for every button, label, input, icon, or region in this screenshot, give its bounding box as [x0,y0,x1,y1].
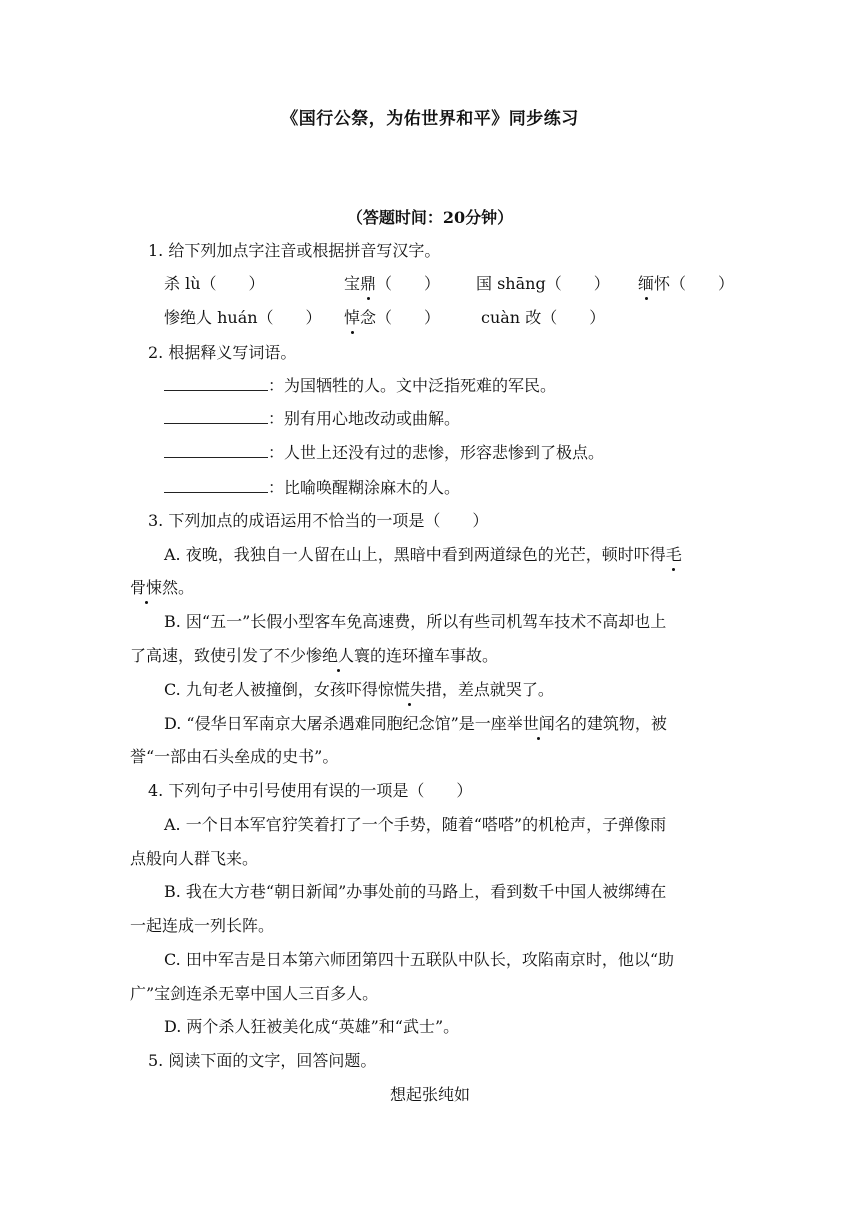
question-3-stem: 3. 下列加点的成语运用不恰当的一项是（ ） [148,511,489,530]
q4-option-d: D. 两个杀人狂被美化成“英雄”和“武士”。 [164,1017,460,1036]
q1-item-cuangai: cuàn 改（ ） [481,308,606,327]
q4-option-c-line-2: 广”宝剑连杀无辜中国人三百多人。 [130,984,379,1003]
q1-item-shalu: 杀 lù（ ） [164,274,265,293]
q3-option-d-line-1: D. “侵华日军南京大屠杀遇难同胞纪念馆”是一座举世闻名的建筑物，被 [164,714,667,733]
q4-option-a-line-1: A. 一个日本军官狞笑着打了一个手势，随着“嗒嗒”的机枪声，子弹像雨 [164,815,667,834]
answer-blank[interactable] [164,375,268,391]
q3-option-a-line-2: 骨悚然。 [130,578,195,597]
reading-passage-title: 想起张纯如 [389,1085,470,1104]
q1-item-canjuerenhuan: 惨绝人 huán（ ） [164,308,322,327]
q3-option-d-line-2: 誉“一部由石头垒成的史书”。 [130,747,339,766]
q2-def-3: ：人世上还没有过的悲惨，形容悲惨到了极点。 [164,442,604,464]
q4-option-a-line-2: 点般向人群飞来。 [130,849,259,868]
q1-item-baoding: 宝鼎（ ） [344,274,441,293]
answer-blank[interactable] [164,442,268,458]
question-2-stem: 2. 根据释义写词语。 [148,343,297,362]
q3-option-a-line-1: A. 夜晚，我独自一人留在山上，黑暗中看到两道绿色的光芒，顿时吓得毛 [164,545,682,564]
question-1-stem: 1. 给下列加点字注音或根据拼音写汉字。 [148,241,441,260]
time-note: （答题时间：20分钟） [346,208,514,227]
q2-def-2: ：别有用心地改动或曲解。 [164,408,460,430]
question-5-stem: 5. 阅读下面的文字，回答问题。 [148,1051,377,1070]
question-4-stem: 4. 下列句子中引号使用有误的一项是（ ） [148,781,473,800]
q4-option-b-line-1: B. 我在大方巷“朝日新闻”办事处前的马路上，看到数千中国人被绑缚在 [164,882,667,901]
q2-def-4: ：比喻唤醒糊涂麻木的人。 [164,477,460,499]
q3-option-b-line-1: B. 因“五一”长假小型客车免高速费，所以有些司机驾车技术不高却也上 [164,612,667,631]
q3-option-c: C. 九旬老人被撞倒，女孩吓得惊慌失措，差点就哭了。 [164,680,554,699]
q1-item-guoshang: 国 shāng（ ） [476,274,610,293]
q4-option-c-line-1: C. 田中军吉是日本第六师团第四十五联队中队长，攻陷南京时，他以“助 [164,950,675,969]
q1-item-mianhuai: 缅怀（ ） [638,274,735,293]
q4-option-b-line-2: 一起连成一列长阵。 [130,916,275,935]
q2-def-1: ：为国牺牲的人。文中泛指死难的军民。 [164,375,556,397]
q1-item-daonian: 悼念（ ） [344,308,441,327]
answer-blank[interactable] [164,477,268,493]
answer-blank[interactable] [164,408,268,424]
page-title: 《国行公祭，为佑世界和平》同步练习 [281,109,579,129]
q3-option-b-line-2: 了高速，致使引发了不少惨绝人寰的连环撞车事故。 [130,646,499,665]
